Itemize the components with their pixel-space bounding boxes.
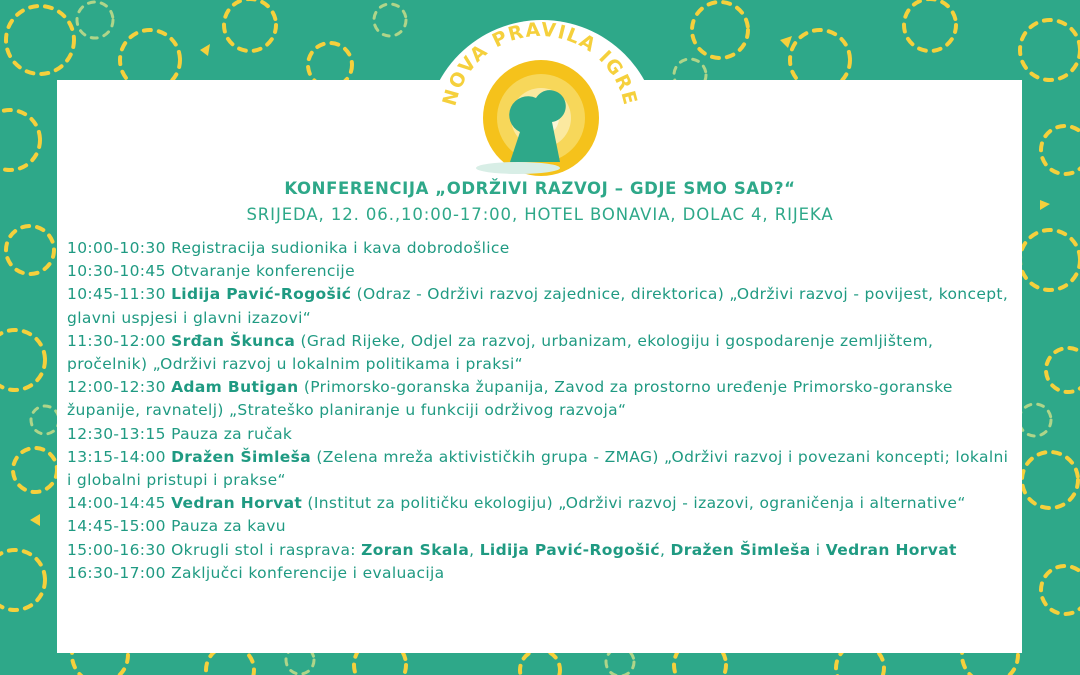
schedule-speaker: Adam Butigan xyxy=(171,378,299,397)
schedule-time: 16:30-17:00 xyxy=(67,563,166,582)
schedule-text: (Grad Rijeke, Odjel za razvoj, urbanizam, ekologiju i gospodarenje zemljištem, pročelnik) „Održivi razvoj u lokalnim politikama i praksi“ xyxy=(67,331,934,374)
schedule-time: 10:45-11:30 xyxy=(67,285,166,304)
schedule-text: (Zelena mreža aktivističkih grupa - ZMAG) „Održivi razvoj i povezani koncepti; lokalni i globalni pristupi i prakse“ xyxy=(67,447,1009,490)
conference-title: KONFERENCIJA „ODRŽIVI RAZVOJ – GDJE SMO SAD?“ xyxy=(284,179,796,198)
schedule-text: Zaključci konferencije i evaluacija xyxy=(171,563,445,582)
panelist: Zoran Skala xyxy=(361,540,470,559)
schedule-text: (Odraz - Održivi razvoj zajednice, direktorica) „Održivi razvoj - povijest, koncept, glavni uspjesi i glavni izazovi“ xyxy=(67,285,1009,327)
schedule-text: (Primorsko-goranska županija, Zavod za prostorno uređenje Primorsko-goranske županije, ravnatelj) „Strateško planiranje u funkciji održivog razvoja“ xyxy=(67,378,953,420)
schedule-speaker: Dražen Šimleša xyxy=(171,447,312,466)
schedule-item xyxy=(67,237,1012,260)
schedule-item xyxy=(67,562,1012,585)
svg-text:NOVA PRAVILA IGRE: NOVA PRAVILA IGRE xyxy=(438,22,642,109)
schedule-item xyxy=(67,446,1012,492)
schedule-text: Otvaranje konferencije xyxy=(171,262,355,281)
schedule-item xyxy=(67,330,1012,376)
panel-separator: i xyxy=(810,540,826,559)
schedule-item xyxy=(67,283,1012,329)
schedule-time: 12:30-13:15 xyxy=(67,424,166,443)
schedule-text: Pauza za kavu xyxy=(171,517,286,536)
panelist: Dražen Šimleša xyxy=(670,540,811,559)
schedule-text: (Institut za političku ekologiju) „Održivi razvoj - izazovi, ograničenja i alternative“ xyxy=(307,494,966,513)
schedule-list xyxy=(67,237,1012,585)
schedule-item xyxy=(67,423,1012,446)
schedule-speaker: Vedran Horvat xyxy=(171,494,303,513)
panelist: Vedran Horvat xyxy=(825,540,957,559)
schedule-time: 14:00-14:45 xyxy=(67,494,166,513)
schedule-time: 12:00-12:30 xyxy=(67,378,166,397)
schedule-text: Registracija sudionika i kava dobrodošlice xyxy=(171,239,510,257)
schedule-text: Pauza za ručak xyxy=(171,424,293,443)
panel-separator: , xyxy=(659,540,671,559)
conference-date-location: SRIJEDA, 12. 06.,10:00-17:00, HOTEL BONAVIA, DOLAC 4, RIJEKA xyxy=(246,205,834,224)
schedule-time: 10:30-10:45 xyxy=(67,262,166,281)
schedule-time: 10:00-10:30 xyxy=(67,239,166,257)
schedule-item xyxy=(67,376,1012,422)
schedule-item xyxy=(67,260,1012,283)
panelist: Lidija Pavić-Rogošić xyxy=(479,540,660,559)
schedule-time: 11:30-12:00 xyxy=(67,331,166,350)
schedule-time: 14:45-15:00 xyxy=(67,517,166,536)
schedule-speaker: Srđan Škunca xyxy=(171,331,296,350)
schedule-text: Okrugli stol i rasprava: xyxy=(171,540,356,559)
schedule-speaker: Lidija Pavić-Rogošić xyxy=(171,285,352,304)
schedule-item xyxy=(67,539,1012,562)
panel-separator: , xyxy=(469,540,480,559)
schedule-time: 15:00-16:30 xyxy=(67,540,166,559)
schedule-item xyxy=(67,492,1012,515)
schedule-item xyxy=(67,515,1012,538)
schedule-time: 13:15-14:00 xyxy=(67,447,166,466)
nova-pravila-igre-logo xyxy=(432,22,652,182)
